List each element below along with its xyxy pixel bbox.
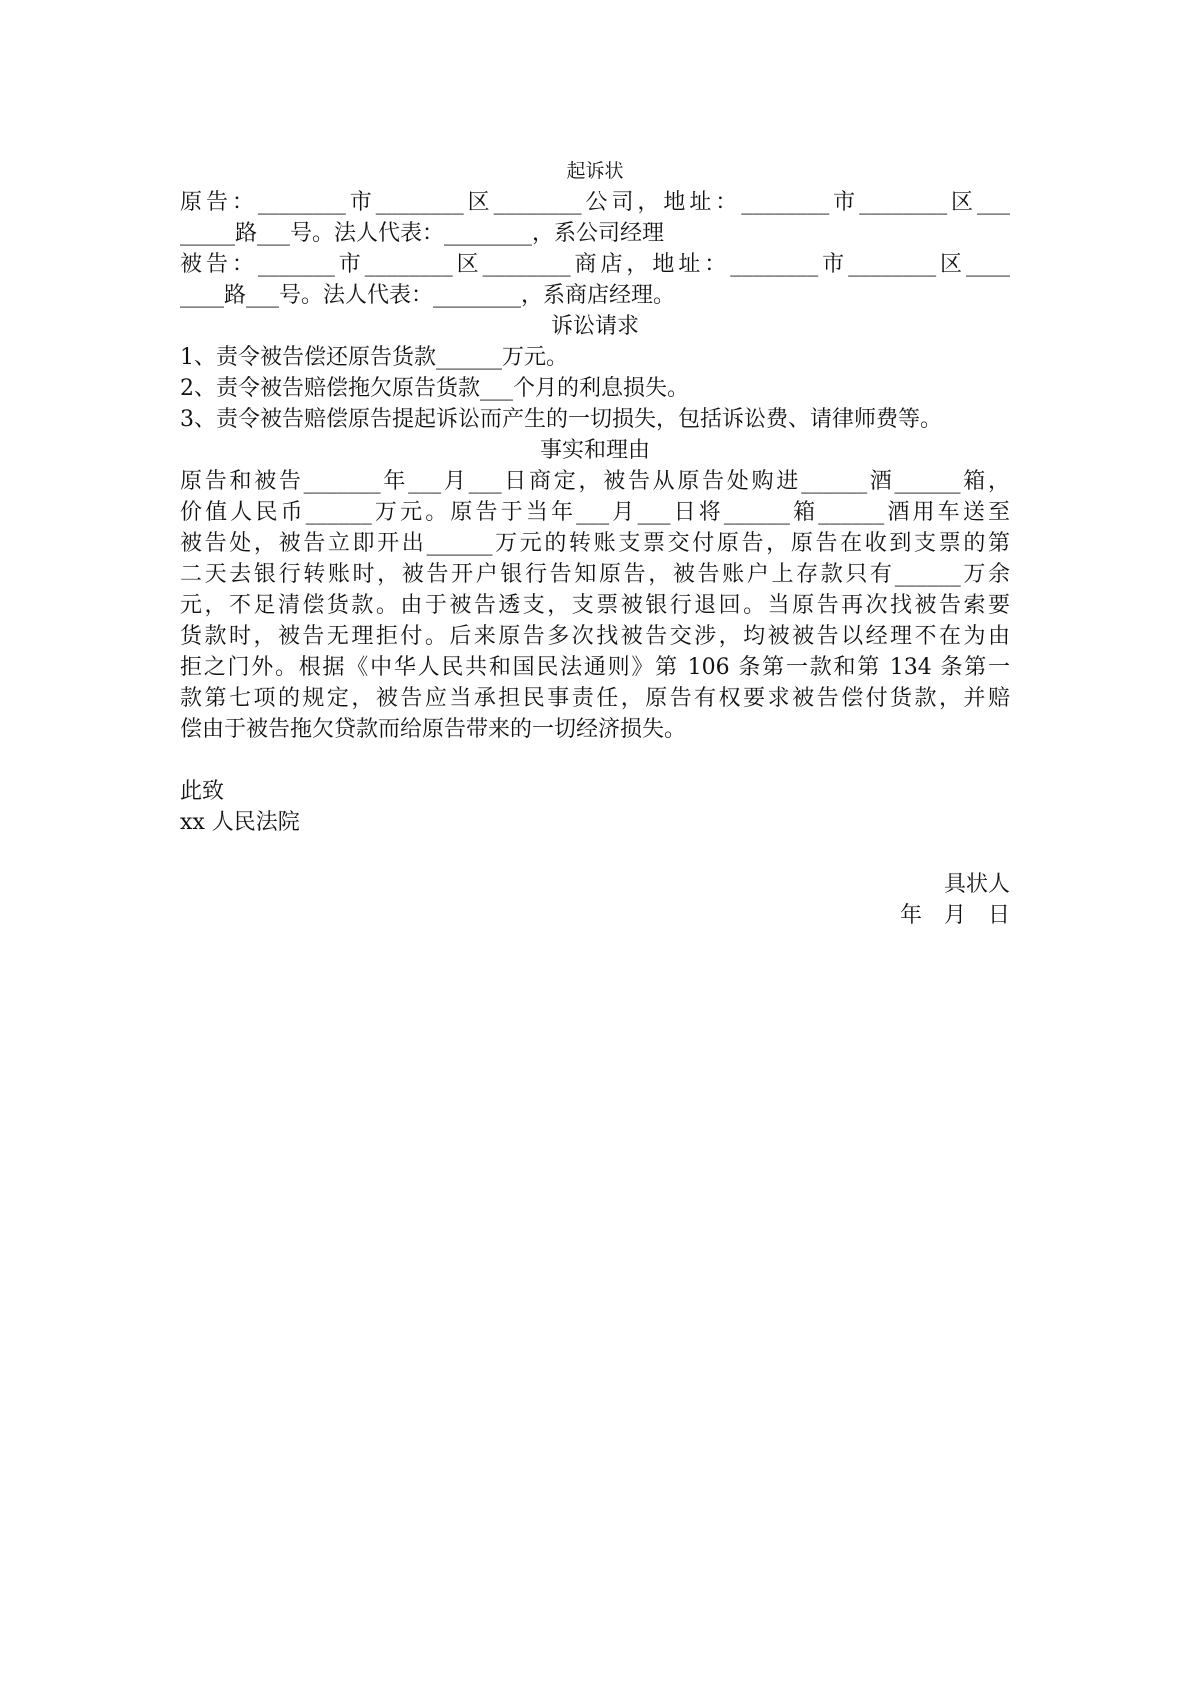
claim-item: 3、责令被告赔偿原告提起诉讼而产生的一切损失，包括诉讼费、请律师费等。 (180, 407, 942, 432)
blank-spacer (180, 745, 1010, 776)
facts-line: 拒之门外。根据《中华人民共和国民法通则》第 106 条第一款和第 134 条第一 (180, 655, 1010, 680)
document-title: 起诉状 (566, 160, 624, 182)
document-page (180, 155, 1010, 931)
parties-block (180, 187, 1010, 311)
blank-spacer (180, 838, 1010, 869)
facts-line: 原告和被告_______年___月___日商定，被告从原告处购进______酒______箱， (180, 469, 1010, 494)
facts-line: 款第七项的规定，被告应当承担民事责任，原告有权要求被告偿付货款，并赔 (180, 686, 1010, 711)
facts-line: 二天去银行转账时，被告开户银行告知原告，被告账户上存款只有______万余 (180, 562, 1010, 587)
facts-line: 被告处，被告立即开出______万元的转账支票交付原告，原告在收到支票的第 (180, 531, 1010, 556)
claims-list (180, 342, 1010, 435)
party-line: 原告：________市________区________公司，地址：________市________区___ (180, 190, 1010, 215)
court-name: xx 人民法院 (180, 810, 300, 835)
party-line: ____路___号。法人代表：________，系商店经理。 (180, 283, 676, 308)
facts-paragraph (180, 466, 1010, 745)
signer-label: 具状人 (943, 872, 1010, 897)
party-line: _____路___号。法人代表：________，系公司经理 (180, 221, 665, 246)
facts-heading: 事实和理由 (539, 438, 650, 463)
facts-line: 货款时，被告无理拒付。后来原告多次找被告交涉，均被被告以经理不在为由 (180, 624, 1010, 649)
date-line: 年 月 日 (899, 903, 1010, 928)
claim-item: 2、责令被告赔偿拖欠原告货款___个月的利息损失。 (180, 376, 689, 401)
salutation: 此致 (180, 779, 225, 804)
facts-line: 元，不足清偿货款。由于被告透支，支票被银行退回。当原告再次找被告索要 (180, 593, 1010, 618)
party-line: 被告：_______市________区________商店，地址：________市________区____ (180, 252, 1010, 277)
facts-line: 价值人民币______万元。原告于当年___月___日将______箱______酒用车送至 (180, 500, 1010, 525)
claims-heading: 诉讼请求 (550, 314, 639, 339)
claim-item: 1、责令被告偿还原告货款______万元。 (180, 345, 568, 370)
facts-line: 偿由于被告拖欠贷款而给原告带来的一切经济损失。 (180, 717, 687, 742)
